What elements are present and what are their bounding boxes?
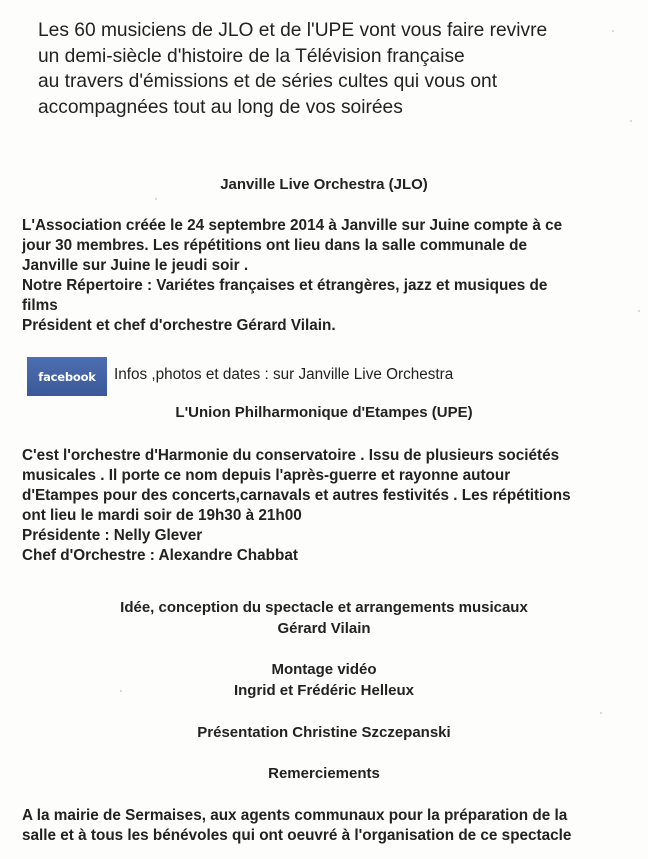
jlo-line: L'Association créée le 24 septembre 2014 à Janville sur Juine compte à ce — [22, 217, 563, 234]
jlo-description — [22, 216, 562, 336]
video-credit-names: Ingrid et Frédéric Helleux — [233, 682, 415, 699]
facebook-icon: facebook — [38, 369, 96, 384]
thanks-heading: Remerciements — [268, 765, 380, 782]
upe-line: Présidente : Nelly Glever — [22, 527, 203, 544]
jlo-line: Président et chef d'orchestre Gérard Vilain. — [22, 317, 336, 334]
scan-speck — [155, 198, 157, 200]
intro-line: accompagnées tout au long de vos soirées — [38, 96, 403, 118]
upe-heading: L'Union Philharmonique d'Etampes (UPE) — [175, 404, 473, 421]
upe-line: Chef d'Orchestre : Alexandre Chabbat — [22, 547, 298, 564]
facebook-info-text: Infos ,photos et dates : sur Janville Live Orchestra — [114, 366, 454, 383]
upe-line: C'est l'orchestre d'Harmonie du conservatoire . Issu de plusieurs sociétés — [22, 447, 560, 464]
intro-line: un demi-siècle d'histoire de la Télévision française — [38, 45, 465, 67]
jlo-line: Notre Répertoire : Variétes françaises et étrangères, jazz et musiques de — [22, 277, 548, 294]
facebook-badge[interactable] — [27, 357, 107, 396]
video-credit-title: Montage vidéo — [271, 661, 377, 678]
scan-speck — [600, 712, 602, 714]
intro-line: au travers d'émissions et de séries cultes qui vous ont — [38, 71, 498, 92]
idea-credit-name: Gérard Vilain — [277, 620, 371, 637]
thanks-line: salle et à tous les bénévoles qui ont oeuvré à l'organisation de ce spectacle — [22, 827, 572, 844]
upe-line: ont lieu le mardi soir de 19h30 à 21h00 — [22, 507, 302, 524]
scan-speck — [612, 30, 614, 32]
scan-speck — [630, 120, 632, 122]
intro-text — [38, 18, 547, 120]
thanks-text — [22, 806, 571, 846]
presentation-credit: Présentation Christine Szczepanski — [197, 724, 451, 741]
jlo-heading: Janville Live Orchestra (JLO) — [220, 176, 428, 193]
upe-line: musicales . Il porte ce nom depuis l'après-guerre et rayonne autour — [22, 467, 511, 484]
jlo-line: jour 30 membres. Les répétitions ont lieu dans la salle communale de — [22, 237, 527, 254]
jlo-line: films — [22, 297, 58, 314]
thanks-line: A la mairie de Sermaises, aux agents communaux pour la préparation de la — [22, 807, 568, 824]
scan-speck — [638, 310, 640, 312]
upe-line: d'Etampes pour des concerts,carnavals et autres festivités . Les répétitions — [22, 487, 571, 504]
jlo-line: Janville sur Juine le jeudi soir . — [22, 257, 249, 274]
idea-credit-title: Idée, conception du spectacle et arrangements musicaux — [120, 599, 528, 616]
upe-description — [22, 446, 571, 566]
intro-line: Les 60 musiciens de JLO et de l'UPE vont vous faire revivre — [38, 20, 548, 41]
